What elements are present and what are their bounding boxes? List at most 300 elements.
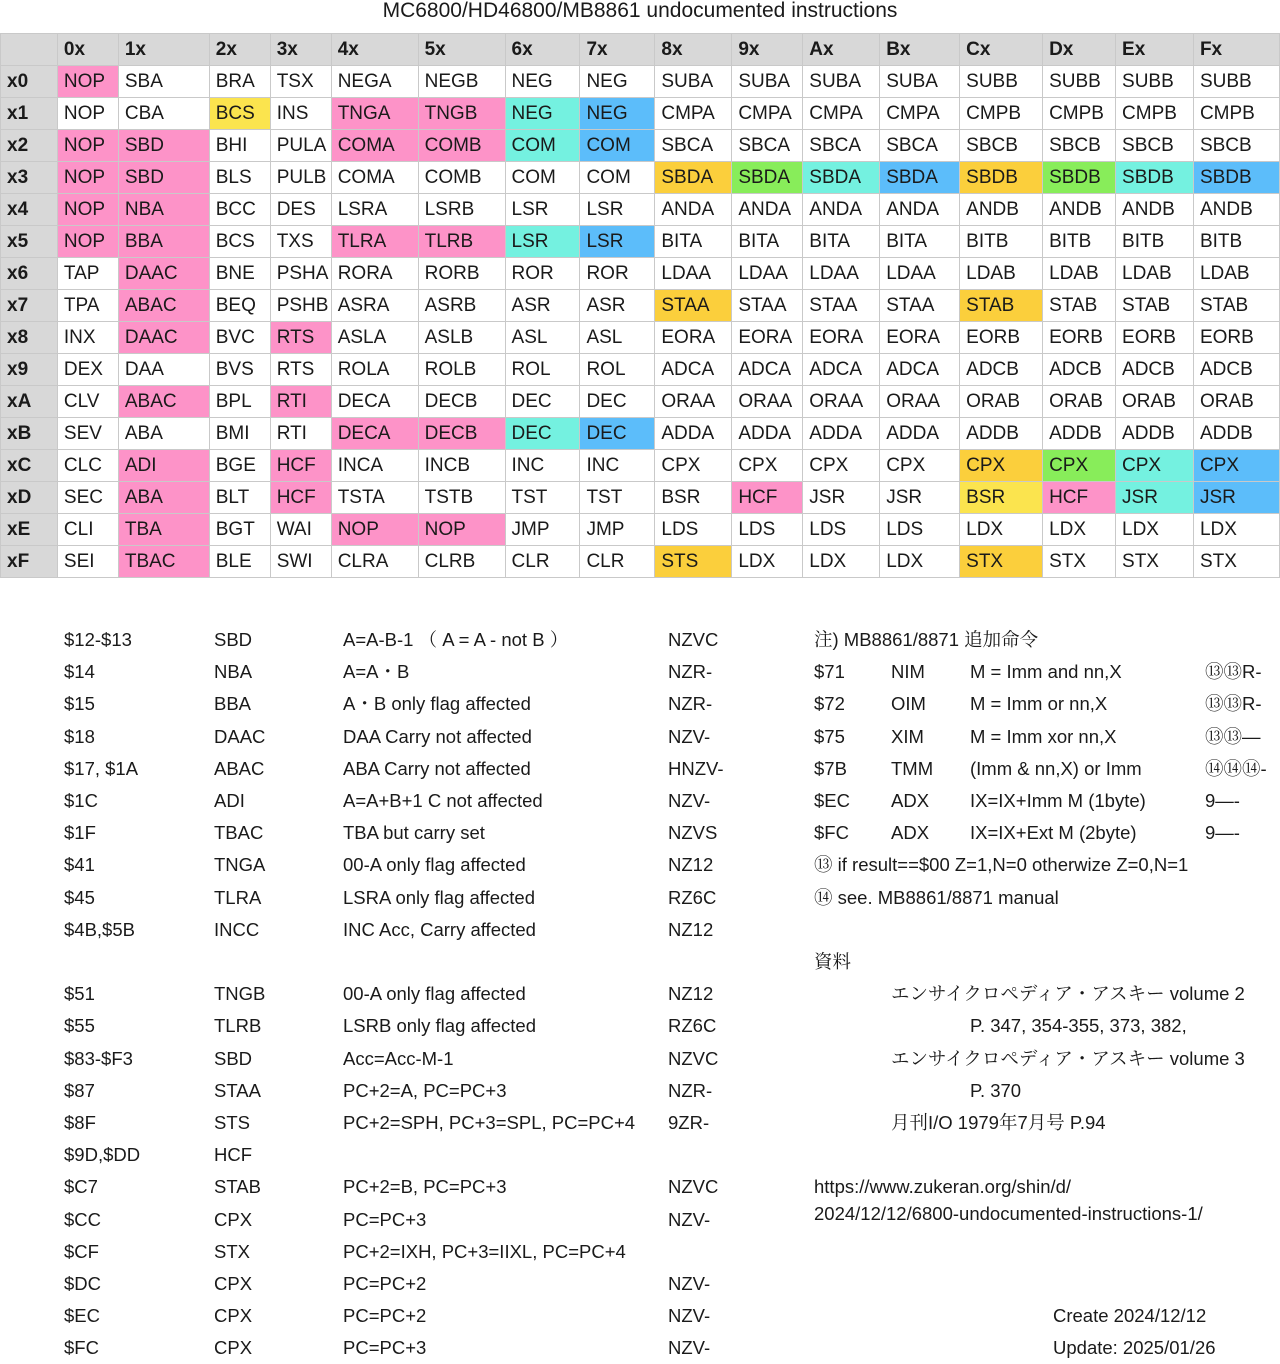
opcode-cell: BPL	[209, 386, 270, 418]
note-description: PC+2=IXH, PC+3=IIXL, PC=PC+4	[343, 1240, 626, 1262]
opcode-cell: TLRB	[418, 226, 505, 258]
opcode-cell: NOP	[331, 514, 418, 546]
note-mnemonic: STAA	[214, 1079, 261, 1101]
note-row	[0, 882, 1280, 914]
mb-description: M = Imm or nn,X	[970, 693, 1108, 715]
opcode-cell: BMI	[209, 418, 270, 450]
note-description: Acc=Acc-M-1	[343, 1047, 454, 1069]
reference-2-pages: P. 370	[970, 1079, 1022, 1101]
column-header: 5x	[418, 34, 505, 66]
opcode-cell: CBA	[118, 98, 209, 130]
note-description: A=A-B-1 （ A = A - not B ）	[343, 629, 569, 650]
note-row	[0, 1268, 1280, 1300]
opcode-cell: LDAB	[960, 258, 1043, 290]
column-header: Cx	[960, 34, 1043, 66]
note-opcode: $CF	[64, 1240, 99, 1262]
opcode-cell: TSTA	[331, 482, 418, 514]
note-row	[0, 1332, 1280, 1364]
note-opcode: $41	[64, 854, 95, 876]
opcode-cell: HCF	[1043, 482, 1116, 514]
opcode-cell: CPX	[732, 450, 803, 482]
table-row	[1, 258, 1280, 290]
mb-description: IX=IX+Imm M (1byte)	[970, 790, 1146, 811]
opcode-cell: BITA	[655, 226, 732, 258]
opcode-cell: SUBA	[732, 66, 803, 98]
opcode-cell: NOP	[57, 98, 118, 130]
note-opcode: $15	[64, 693, 95, 715]
opcode-cell: PULB	[270, 162, 331, 194]
opcode-cell: CLR	[580, 546, 655, 578]
note-flags: 9ZR-	[668, 1112, 710, 1133]
opcode-cell: COMA	[331, 162, 418, 194]
mb-opcode: $FC	[814, 822, 849, 844]
opcode-cell: STAB	[960, 290, 1043, 322]
mb-mnemonic: TMM	[891, 757, 934, 779]
column-header: 7x	[580, 34, 655, 66]
opcode-cell: EORB	[960, 322, 1043, 354]
footnote-14: ⑭ see. MB8861/8871 manual	[814, 886, 1059, 908]
note-flags: NZV-	[668, 790, 711, 811]
source-url-line-1: https://www.zukeran.org/shin/d/	[814, 1176, 1072, 1198]
opcode-cell: ANDB	[1116, 194, 1194, 226]
opcode-cell: BSR	[655, 482, 732, 514]
mb-flags: ⑬⑬R-	[1205, 693, 1262, 715]
mb-description: (Imm & nn,X) or Imm	[970, 757, 1142, 779]
opcode-cell: SBDA	[880, 162, 960, 194]
column-header: Fx	[1193, 34, 1279, 66]
opcode-cell: DAA	[118, 354, 209, 386]
opcode-cell: LSR	[580, 226, 655, 258]
table-row	[1, 66, 1280, 98]
opcode-cell: NOP	[418, 514, 505, 546]
opcode-cell: CPX	[960, 450, 1043, 482]
opcode-cell: LDX	[803, 546, 880, 578]
opcode-cell: CLC	[57, 450, 118, 482]
note-flags: HNZV-	[668, 757, 724, 779]
opcode-cell: HCF	[270, 482, 331, 514]
column-header: 1x	[118, 34, 209, 66]
opcode-cell: ASR	[580, 290, 655, 322]
column-header: 8x	[655, 34, 732, 66]
column-header: Ex	[1116, 34, 1194, 66]
opcode-cell: SBDB	[1116, 162, 1194, 194]
column-header: 0x	[57, 34, 118, 66]
opcode-cell: ANDB	[1043, 194, 1116, 226]
note-row	[0, 1236, 1280, 1268]
opcode-cell: SBDB	[960, 162, 1043, 194]
note-row	[0, 1300, 1280, 1332]
opcode-cell: CMPB	[960, 98, 1043, 130]
note-description: PC=PC+2	[343, 1273, 427, 1294]
row-header: x0	[1, 66, 58, 98]
page-title: MC6800/HD46800/MB8861 undocumented instructions	[382, 0, 898, 22]
opcode-cell: ADCA	[732, 354, 803, 386]
source-url-line-2: 2024/12/12/6800-undocumented-instructions-1/	[814, 1203, 1203, 1225]
note-description: 00-A only flag affected	[343, 854, 526, 876]
opcode-cell: ADCB	[1116, 354, 1194, 386]
opcode-cell: CPX	[655, 450, 732, 482]
opcode-cell: ADDB	[1116, 418, 1194, 450]
opcode-cell: LDAA	[803, 258, 880, 290]
opcode-cell: TBA	[118, 514, 209, 546]
table-row	[1, 162, 1280, 194]
opcode-cell: BVC	[209, 322, 270, 354]
note-flags: NZV-	[668, 1337, 711, 1359]
opcode-cell: DEC	[505, 418, 580, 450]
note-opcode: $55	[64, 1015, 95, 1037]
note-description: PC=PC+3	[343, 1337, 427, 1359]
note-row	[0, 656, 1280, 688]
note-description: 00-A only flag affected	[343, 983, 526, 1005]
table-row	[1, 514, 1280, 546]
note-description: LSRA only flag affected	[343, 886, 535, 908]
note-mnemonic: DAAC	[214, 725, 266, 747]
opcode-cell: BVS	[209, 354, 270, 386]
opcode-cell: LDX	[1043, 514, 1116, 546]
opcode-cell: SEI	[57, 546, 118, 578]
note-row	[0, 1107, 1280, 1139]
mb-description: M = Imm and nn,X	[970, 661, 1122, 683]
note-flags: NZ12	[668, 983, 714, 1005]
opcode-cell: STAA	[732, 290, 803, 322]
note-description: PC+2=B, PC=PC+3	[343, 1176, 507, 1198]
reference-1-pages: P. 347, 354-355, 373, 382,	[970, 1015, 1187, 1037]
opcode-cell: BITB	[960, 226, 1043, 258]
mb-opcode: $75	[814, 725, 845, 747]
note-row	[0, 1010, 1280, 1042]
note-mnemonic: ABAC	[214, 757, 265, 779]
mb-mnemonic: XIM	[891, 725, 924, 747]
opcode-cell: SBCA	[803, 130, 880, 162]
note-row	[0, 624, 1280, 656]
opcode-cell: BITB	[1193, 226, 1279, 258]
mb-opcode: $71	[814, 661, 845, 683]
opcode-cell: SBCB	[960, 130, 1043, 162]
opcode-cell: BEQ	[209, 290, 270, 322]
opcode-cell: DECA	[331, 418, 418, 450]
note-description: DAA Carry not affected	[343, 725, 532, 747]
opcode-cell: ADCB	[1193, 354, 1279, 386]
opcode-cell: TLRA	[331, 226, 418, 258]
table-row	[1, 194, 1280, 226]
reference-3: 月刊I/O 1979年7月号 P.94	[891, 1112, 1106, 1133]
opcode-cell: ASLB	[418, 322, 505, 354]
note-description: TBA but carry set	[343, 822, 485, 844]
table-row	[1, 130, 1280, 162]
opcode-cell: BCS	[209, 226, 270, 258]
opcode-cell: ABAC	[118, 290, 209, 322]
opcode-cell: CMPB	[1193, 98, 1279, 130]
updated-date: Update: 2025/01/26	[1053, 1337, 1216, 1359]
note-flags: NZV-	[668, 725, 711, 747]
opcode-cell: BITA	[803, 226, 880, 258]
opcode-cell: ORAA	[655, 386, 732, 418]
opcode-cell: COM	[580, 162, 655, 194]
note-flags: NZR-	[668, 1079, 713, 1101]
note-row	[0, 946, 1280, 978]
note-mnemonic: ADI	[214, 790, 245, 811]
note-mnemonic: STAB	[214, 1176, 261, 1198]
opcode-cell: BBA	[118, 226, 209, 258]
row-header: x4	[1, 194, 58, 226]
opcode-cell: SBDB	[1043, 162, 1116, 194]
opcode-cell: BGT	[209, 514, 270, 546]
opcode-cell: ADDA	[732, 418, 803, 450]
opcode-cell: TST	[505, 482, 580, 514]
opcode-cell: EORB	[1116, 322, 1194, 354]
note-description: PC+2=SPH, PC+3=SPL, PC=PC+4	[343, 1112, 636, 1133]
opcode-cell: LDAA	[655, 258, 732, 290]
opcode-cell: SBDA	[655, 162, 732, 194]
table-row	[1, 546, 1280, 578]
opcode-cell: STS	[655, 546, 732, 578]
mb-flags: 9—-	[1205, 790, 1240, 811]
note-row	[0, 978, 1280, 1010]
opcode-cell: STX	[1043, 546, 1116, 578]
opcode-cell: ORAA	[732, 386, 803, 418]
note-description: A=A+B+1 C not affected	[343, 790, 543, 811]
note-opcode: $18	[64, 725, 95, 747]
opcode-cell: ROL	[580, 354, 655, 386]
opcode-cell: ORAB	[1116, 386, 1194, 418]
opcode-cell: CPX	[1043, 450, 1116, 482]
opcode-cell: LDX	[1193, 514, 1279, 546]
row-header: xD	[1, 482, 58, 514]
note-opcode: $17, $1A	[64, 757, 139, 779]
row-header: xC	[1, 450, 58, 482]
opcode-cell: COM	[580, 130, 655, 162]
opcode-cell: STAB	[1193, 290, 1279, 322]
note-row	[0, 785, 1280, 817]
row-header: x3	[1, 162, 58, 194]
opcode-cell: NEG	[580, 98, 655, 130]
opcode-cell: TPA	[57, 290, 118, 322]
opcode-cell: NEGB	[418, 66, 505, 98]
note-flags: NZVC	[668, 1176, 719, 1198]
opcode-cell: ORAA	[803, 386, 880, 418]
note-row	[0, 688, 1280, 720]
opcode-cell: SBDB	[1193, 162, 1279, 194]
row-header: x7	[1, 290, 58, 322]
opcode-cell: LDS	[655, 514, 732, 546]
note-opcode: $83-$F3	[64, 1047, 133, 1069]
table-row	[1, 386, 1280, 418]
opcode-cell: SBCB	[1043, 130, 1116, 162]
opcode-cell: SEC	[57, 482, 118, 514]
opcode-cell: BLE	[209, 546, 270, 578]
note-opcode: $87	[64, 1079, 95, 1101]
opcode-cell: COM	[505, 130, 580, 162]
opcode-cell: ROLB	[418, 354, 505, 386]
note-row	[0, 753, 1280, 785]
opcode-cell: LSRB	[418, 194, 505, 226]
opcode-cell: CPX	[880, 450, 960, 482]
note-flags: NZ12	[668, 854, 714, 876]
opcode-cell: CLRA	[331, 546, 418, 578]
mb-mnemonic: ADX	[891, 790, 930, 811]
opcode-cell: NOP	[57, 130, 118, 162]
opcode-cell: TXS	[270, 226, 331, 258]
opcode-cell: LDAB	[1116, 258, 1194, 290]
opcode-cell: STAB	[1116, 290, 1194, 322]
opcode-cell: ADI	[118, 450, 209, 482]
opcode-cell: INCA	[331, 450, 418, 482]
note-flags: NZV-	[668, 1208, 711, 1230]
opcode-cell: LSRA	[331, 194, 418, 226]
column-header: 6x	[505, 34, 580, 66]
note-description: A=A・B	[343, 661, 410, 683]
note-flags: RZ6C	[668, 1015, 717, 1037]
opcode-cell: SUBB	[1116, 66, 1194, 98]
opcode-cell: PSHA	[270, 258, 331, 290]
note-opcode: $FC	[64, 1337, 99, 1359]
opcode-cell: ROR	[580, 258, 655, 290]
note-row	[0, 1198, 1280, 1230]
opcode-cell: LDAB	[1043, 258, 1116, 290]
opcode-cell: ORAB	[1043, 386, 1116, 418]
opcode-cell: ANDA	[732, 194, 803, 226]
column-header: Dx	[1043, 34, 1116, 66]
note-flags: NZR-	[668, 661, 713, 683]
note-opcode: $51	[64, 983, 95, 1005]
opcode-cell: ANDB	[1193, 194, 1279, 226]
opcode-cell: DEC	[580, 418, 655, 450]
note-row	[0, 817, 1280, 849]
opcode-cell: HCF	[270, 450, 331, 482]
note-flags: NZVS	[668, 822, 718, 844]
note-opcode: $CC	[64, 1208, 102, 1230]
opcode-cell: SUBB	[1193, 66, 1279, 98]
note-mnemonic: BBA	[214, 693, 252, 715]
note-mnemonic: STX	[214, 1240, 250, 1262]
opcode-cell: LDAA	[732, 258, 803, 290]
mb-mnemonic: NIM	[891, 661, 925, 683]
opcode-cell: NOP	[57, 66, 118, 98]
corner-cell	[1, 34, 58, 66]
note-row	[0, 1139, 1280, 1171]
opcode-cell: ADCA	[880, 354, 960, 386]
opcode-cell: NEG	[580, 66, 655, 98]
opcode-cell: ADCB	[1043, 354, 1116, 386]
opcode-cell: BITB	[1043, 226, 1116, 258]
note-mnemonic: HCF	[214, 1144, 253, 1166]
table-row	[1, 354, 1280, 386]
opcode-cell: EORB	[1043, 322, 1116, 354]
opcode-cell: SUBB	[960, 66, 1043, 98]
opcode-table	[0, 33, 1280, 578]
opcode-cell: SUBA	[803, 66, 880, 98]
note-opcode: $45	[64, 886, 95, 908]
table-row	[1, 450, 1280, 482]
opcode-cell: COM	[505, 162, 580, 194]
reference-2: エンサイクロペディア・アスキー volume 3	[891, 1047, 1245, 1069]
opcode-cell: TST	[580, 482, 655, 514]
opcode-cell: SUBA	[655, 66, 732, 98]
opcode-cell: RORB	[418, 258, 505, 290]
note-description: A・B only flag affected	[343, 693, 531, 715]
opcode-cell: EORA	[803, 322, 880, 354]
opcode-cell: BLT	[209, 482, 270, 514]
opcode-cell: STX	[960, 546, 1043, 578]
opcode-cell: CMPB	[1116, 98, 1194, 130]
note-mnemonic: INCC	[214, 918, 260, 940]
opcode-cell: INC	[505, 450, 580, 482]
opcode-cell: BCS	[209, 98, 270, 130]
opcode-cell: LDX	[1116, 514, 1194, 546]
opcode-cell: SBD	[118, 130, 209, 162]
opcode-cell: BRA	[209, 66, 270, 98]
opcode-cell: INX	[57, 322, 118, 354]
row-header: x2	[1, 130, 58, 162]
note-opcode: $12-$13	[64, 629, 132, 650]
opcode-cell: LDAB	[1193, 258, 1279, 290]
note-mnemonic: NBA	[214, 661, 253, 683]
mb-flags: 9—-	[1205, 822, 1240, 844]
note-flags: NZV-	[668, 1305, 711, 1327]
opcode-cell: DAAC	[118, 258, 209, 290]
opcode-cell: INCB	[418, 450, 505, 482]
opcode-cell: COMB	[418, 130, 505, 162]
opcode-cell: BITB	[1116, 226, 1194, 258]
opcode-cell: ROLA	[331, 354, 418, 386]
opcode-cell: DECB	[418, 418, 505, 450]
opcode-cell: ADCA	[803, 354, 880, 386]
opcode-cell: ANDB	[960, 194, 1043, 226]
row-header: xE	[1, 514, 58, 546]
opcode-cell: PULA	[270, 130, 331, 162]
opcode-cell: ANDA	[803, 194, 880, 226]
opcode-cell: ADCA	[655, 354, 732, 386]
opcode-cell: ADCB	[960, 354, 1043, 386]
note-flags: NZVC	[668, 629, 719, 650]
opcode-cell: LDX	[732, 546, 803, 578]
opcode-cell: BCC	[209, 194, 270, 226]
opcode-cell: ADDB	[1193, 418, 1279, 450]
opcode-cell: CMPA	[732, 98, 803, 130]
mb-flags: ⑭⑭⑭-	[1205, 757, 1267, 779]
opcode-cell: RTI	[270, 418, 331, 450]
opcode-cell: ABA	[118, 482, 209, 514]
table-row	[1, 418, 1280, 450]
note-opcode: $1C	[64, 790, 98, 811]
note-opcode: $DC	[64, 1273, 102, 1294]
opcode-cell: ADDA	[880, 418, 960, 450]
opcode-cell: RORA	[331, 258, 418, 290]
row-header: xB	[1, 418, 58, 450]
opcode-cell: TAP	[57, 258, 118, 290]
note-description: PC+2=A, PC=PC+3	[343, 1079, 507, 1101]
opcode-cell: COMA	[331, 130, 418, 162]
column-header: Bx	[880, 34, 960, 66]
opcode-cell: SBCB	[1116, 130, 1194, 162]
opcode-cell: PSHB	[270, 290, 331, 322]
mb-opcode: $EC	[814, 790, 850, 811]
opcode-cell: COMB	[418, 162, 505, 194]
opcode-cell: SBA	[118, 66, 209, 98]
note-row	[0, 1075, 1280, 1107]
opcode-cell: STAB	[1043, 290, 1116, 322]
opcode-cell: ORAA	[880, 386, 960, 418]
note-opcode: $9D,$DD	[64, 1144, 141, 1166]
note-opcode: $C7	[64, 1176, 98, 1198]
mb-mnemonic: OIM	[891, 693, 926, 715]
opcode-cell: ASRA	[331, 290, 418, 322]
note-row	[0, 914, 1280, 946]
opcode-cell: EORA	[732, 322, 803, 354]
opcode-cell: CLV	[57, 386, 118, 418]
opcode-cell: STAA	[655, 290, 732, 322]
opcode-cell: STAA	[880, 290, 960, 322]
